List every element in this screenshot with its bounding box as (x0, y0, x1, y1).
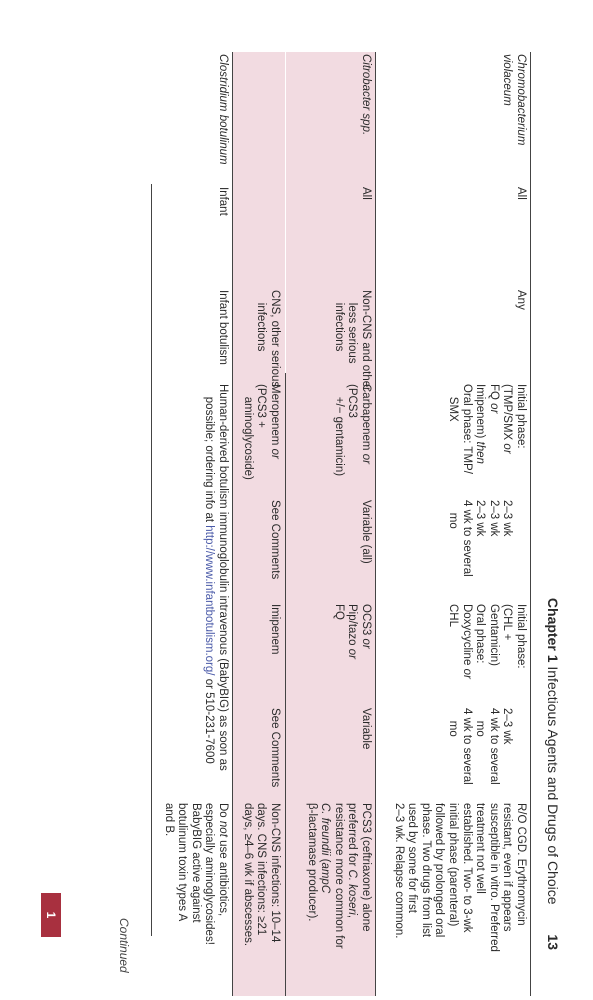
comments-cell: R/O CGD. Erythromycin resistant, even if appears susceptible in vitro. Preferred treatment not well established. Two- to 3-wk initial phase (parenteral) followed by prolonged oral phase. Two drugs from list used by some for first 2–3 wk. Relapse common. (392, 803, 527, 952)
alt-duration-cell: See Comments (269, 708, 281, 788)
organism-name: Chromobacterium violaceum (501, 54, 527, 146)
comments-cell: Non-CNS infections: 10–14 days. CNS infections: ≥21 days, ≥4–6 wk if abscesses. (241, 803, 281, 947)
organism-name: Citrobacter spp. (360, 54, 372, 136)
duration-cell: Variable (all) (360, 500, 372, 564)
chapter-title: Infectious Agents and Drugs of Choice (545, 666, 561, 905)
continued-note: Continued (117, 918, 131, 973)
duration-cell: 2–3 wk 2–3 wk 2–3 wk 4 wk to several mo (447, 500, 514, 577)
alternative-cell: Imipenem (269, 604, 281, 655)
running-header (542, 598, 564, 950)
age-cell: Infant (217, 187, 229, 216)
chapter-label: Chapter 1 (545, 597, 561, 663)
organism-cell (358, 54, 372, 184)
infant-botulism-link[interactable]: http://www.infantbotulism.org/ (203, 525, 216, 676)
therapy-cell: Carbapenem or (PCS3 +/− gentamicin) (332, 384, 372, 477)
age-cell: All (360, 187, 372, 200)
row-divider (375, 52, 376, 996)
therapy-cell: Meropenem or (PCS3 + aminoglycoside) (241, 384, 281, 480)
phone-number: or 510-231-7600 (203, 678, 216, 764)
age-cell: All (515, 187, 527, 200)
duration-cell: See Comments (269, 500, 281, 580)
organism-cell (215, 54, 229, 184)
chapter-tab: 1 (41, 893, 61, 937)
therapy-cell: Human-derived botulism immunoglobulin intravenous (BabyBIG) as soon as possible; ordering info at http://www.infantbotulism.org/ or 510-231-7600 (203, 384, 229, 771)
therapy-cell: Initial phase: (TMP/SMX or FQ or Imipenem) then Oral phase: TMP/ SMX (447, 384, 527, 474)
condition-cell: Infant botulism (217, 290, 229, 365)
alternative-cell: Initial phase: (CHL + Gentamicin) Oral phase: Doxycycline or CHL (447, 604, 527, 679)
bottom-rule (151, 184, 152, 936)
alt-duration-cell: Variable (360, 708, 372, 750)
subrow-divider (285, 373, 286, 996)
comments-cell: PCS3 (ceftriaxone) alone preferred for C. koseri, resistance more common for C. freundii (ampC β-lactamase producer). (305, 803, 372, 949)
alt-duration-cell: 2–3 wk 4 wk to several mo 4 wk to several mo (447, 708, 514, 785)
top-rule (530, 52, 531, 996)
organism-cell (500, 54, 527, 184)
condition-cell: Non-CNS and other less serious infections (332, 290, 372, 391)
page-number: 13 (545, 934, 561, 950)
organism-name: Clostridium botulinum (217, 54, 229, 165)
comments-cell: Do not use antibiotics, especially aminoglycosides! BabyBIG active against botulinum toxin types A and B. (162, 803, 229, 945)
condition-cell: Any (515, 290, 527, 310)
alternative-cell: OCS3 or Pip/tazo or FQ (332, 604, 372, 659)
row-divider (232, 52, 233, 996)
condition-cell: CNS, other serious infections (255, 290, 281, 388)
